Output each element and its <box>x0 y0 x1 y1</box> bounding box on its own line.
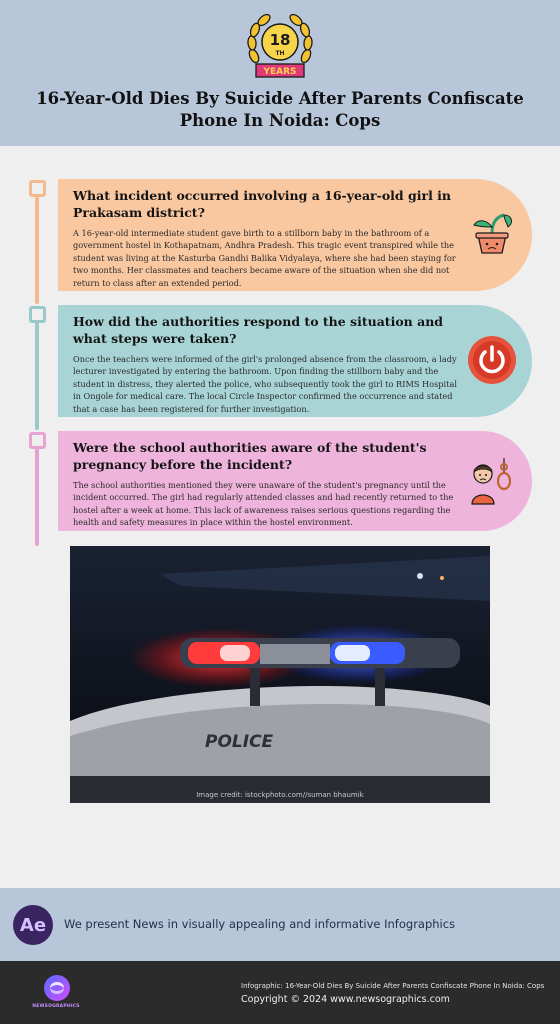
anniversary-badge-icon <box>245 12 315 82</box>
qa-card-awareness <box>58 431 532 531</box>
timeline-line-orange <box>35 196 39 304</box>
bottom-bar <box>0 961 560 1024</box>
answer-text: The school authorities mentioned they were unaware of the student's pregnancy until the incident occurred. The girl had regularly attended classes and had recently returned to the hostel after a week at home. This lack of awareness raises serious questions regarding the health and safety measures in place within the hostel environment. <box>73 480 454 528</box>
sad-person-noose-icon <box>466 456 518 508</box>
infographic-credit: Infographic: 16-Year-Old Dies By Suicide After Parents Confiscate Phone In Noida: Cops <box>241 982 545 990</box>
qa-card-incident <box>58 179 532 291</box>
police-lights-image <box>70 546 490 803</box>
power-off-icon <box>466 334 518 386</box>
timeline-node-2 <box>29 306 46 323</box>
timeline-line-pink <box>35 448 39 546</box>
police-text: POLICE <box>205 732 274 752</box>
badge-suffix: TH <box>275 50 285 57</box>
timeline-node-1 <box>29 180 46 197</box>
header <box>0 0 560 146</box>
question-heading: How did the authorities respond to the situation and what steps were taken? <box>73 314 444 346</box>
footer-tagline: We present News in visually appealing and informative Infographics <box>64 917 456 931</box>
qa-card-response <box>58 305 532 417</box>
brand-name: NEWSOGRAPHICS <box>32 1004 80 1009</box>
timeline-node-3 <box>29 432 46 449</box>
footer-band <box>0 888 560 961</box>
copyright-text: Copyright © 2024 www.newsographics.com <box>241 994 450 1005</box>
police-car-photo <box>70 546 490 803</box>
page-title: 16-Year-Old Dies By Suicide After Parents Confiscate Phone In Noida: Cops <box>36 89 524 130</box>
answer-text: A 16-year-old intermediate student gave birth to a stillborn baby in the bathroom of a government hostel in Kothapatnam, Andhra Pradesh. This tragic event transpired while the student was living at the Kasturba Gandhi Balika Vidyalaya, where she had been staying for two months. Her classmates and teachers became aware of the situation when she did not return to class after an extended period. <box>73 228 456 288</box>
answer-text: Once the teachers were informed of the girl's prolonged absence from the classroom, a lady lecturer investigated by entering the bathroom. Upon finding the stillborn baby and the student in distress, they alerted the police, who subsequently took the girl to RIMS Hospital in Ongole for medical care. The local Circle Inspector confirmed the occurrence and stated that a case has been registered for further investigation. <box>73 354 457 414</box>
image-credit: Image credit: istockphoto.com//suman bhaumik <box>196 791 364 799</box>
wilted-plant-icon <box>466 207 518 259</box>
timeline-line-teal <box>35 322 39 430</box>
badge-ribbon: YEARS <box>263 67 297 77</box>
badge-number: 18 <box>269 31 291 49</box>
question-heading: What incident occurred involving a 16-year-old girl in Prakasam district? <box>73 188 452 220</box>
question-heading: Were the school authorities aware of the student's pregnancy before the incident? <box>73 440 427 472</box>
ae-logo-icon: Ae <box>13 905 53 945</box>
